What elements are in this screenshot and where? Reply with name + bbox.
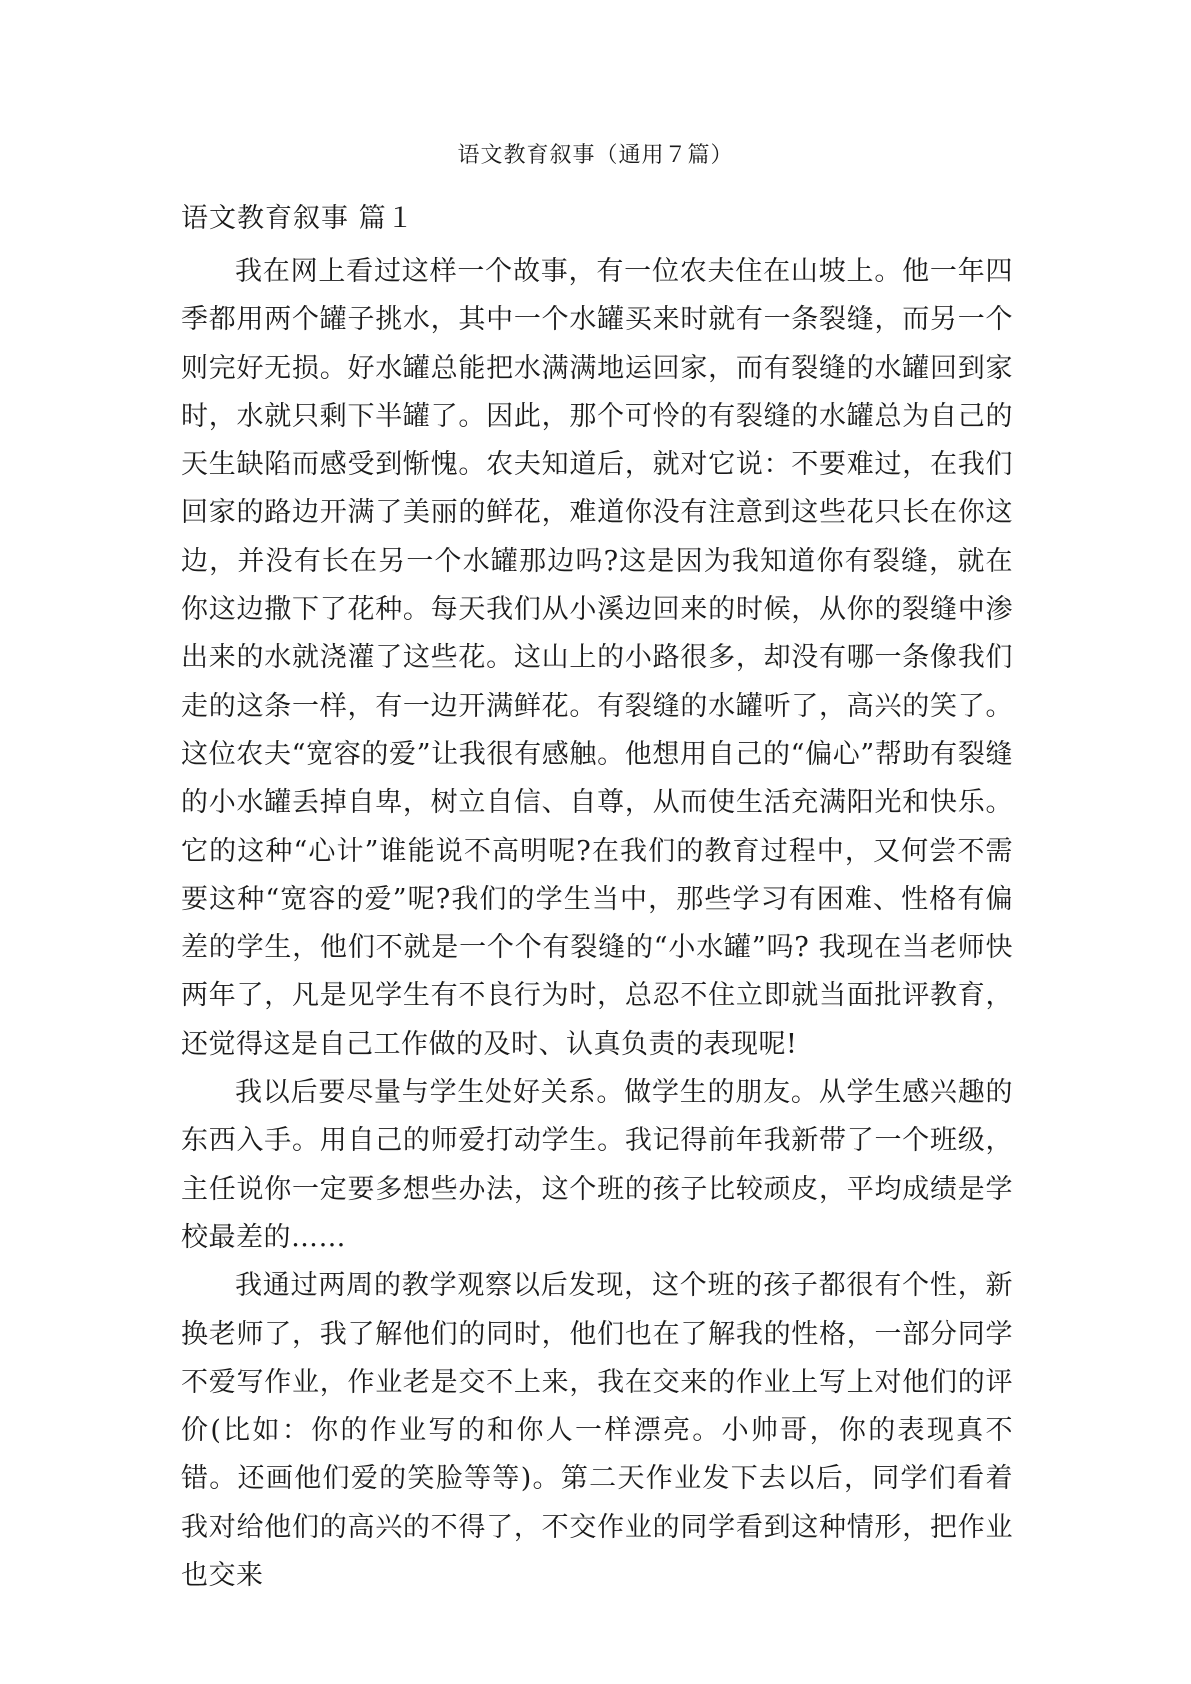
document-title: 语文教育叙事（通用７篇） (457, 143, 734, 168)
document-body (181, 200, 1013, 1600)
paragraph-1: 我在网上看过这样一个故事，有一位农夫住在山坡上。他一年四季都用两个罐子挑水，其中一个水罐买来时就有一条裂缝，而另一个则完好无损。好水罐总能把水满满地运回家，而有裂缝的水罐回到家时，水就只剩下半罐了。因此，那个可怜的有裂缝的水罐总为自己的天生缺陷而感受到惭愧。农夫知道后，就对它说：不要难过，在我们回家的路边开满了美丽的鲜花，难道你没有注意到这些花只长在你这边，并没有长在另一个水罐那边吗?这是因为我知道你有裂缝，就在你这边撒下了花种。每天我们从小溪边回来的时候，从你的裂缝中渗出来的水就浇灌了这些花。这山上的小路很多，却没有哪一条像我们走的这条一样，有一边开满鲜花。有裂缝的水罐听了，高兴的笑了。这位农夫“宽容的爱”让我很有感触。他想用自己的“偏心”帮助有裂缝的小水罐丢掉自卑，树立自信、自尊，从而使生活充满阳光和快乐。它的这种“心计”谁能说不高明呢?在我们的教育过程中，又何尝不需要这种“宽容的爱”呢?我们的学生当中，那些学习有困难、性格有偏差的学生，他们不就是一个个有裂缝的“小水罐”吗? 我现在当老师快两年了，凡是见学生有不良行为时，总忍不住立即就当面批评教育，还觉得这是自己工作做的及时、认真负责的表现呢! (181, 256, 1013, 1060)
section-heading: 语文教育叙事 篇１ (181, 203, 415, 234)
paragraph-3: 我通过两周的教学观察以后发现，这个班的孩子都很有个性，新换老师了，我了解他们的同时，他们也在了解我的性格，一部分同学不爱写作业，作业老是交不上来，我在交来的作业上写上对他们的评价(比如：你的作业写的和你人一样漂亮。小帅哥，你的表现真不错。还画他们爱的笑脸等等)。第二天作业发下去以后，同学们看着我对给他们的高兴的不得了，不交作业的同学看到这种情形，把作业也交来 (181, 1270, 1013, 1592)
paragraph-2: 我以后要尽量与学生处好关系。做学生的朋友。从学生感兴趣的东西入手。用自己的师爱打动学生。我记得前年我新带了一个班级，主任说你一定要多想些办法，这个班的孩子比较顽皮，平均成绩是学校最差的…… (181, 1077, 1013, 1253)
